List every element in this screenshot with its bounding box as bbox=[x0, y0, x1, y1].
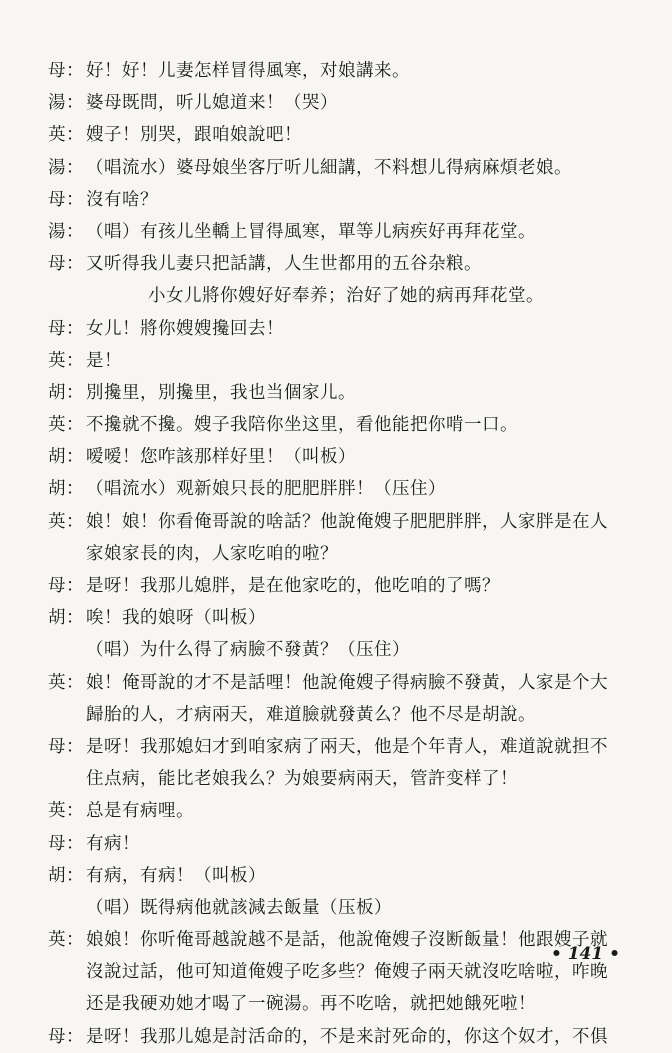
script-line bbox=[0, 377, 672, 409]
script-line bbox=[0, 667, 672, 699]
speaker-label: 湯： bbox=[48, 221, 84, 242]
script-line bbox=[0, 152, 672, 184]
line-text: 沒有啥？ bbox=[86, 189, 158, 210]
speaker-label: 胡： bbox=[48, 447, 84, 468]
line-text: 唉！我的娘呀（叫板） bbox=[86, 608, 266, 629]
line-text: 是！ bbox=[86, 350, 122, 371]
speaker-label: 母： bbox=[48, 254, 84, 275]
line-text: （唱）既得病他就該減去飯量（压板） bbox=[86, 897, 392, 918]
speaker-label: 胡： bbox=[48, 865, 84, 886]
speaker-label: 母： bbox=[48, 736, 84, 757]
line-text: 好！好！儿妻怎样冒得風寒，对娘講来。 bbox=[86, 61, 410, 81]
line-text: 婆母既問，听儿媳道来！（哭） bbox=[86, 93, 338, 114]
speaker-label: 母： bbox=[48, 576, 84, 596]
script-line bbox=[0, 216, 672, 248]
speaker-label: 英： bbox=[48, 415, 84, 436]
speaker-label: 母： bbox=[48, 189, 84, 210]
script-line bbox=[0, 1021, 672, 1053]
line-text: （唱）为什么得了病臉不發黃？（压住） bbox=[86, 640, 410, 661]
page-number: • 141 • bbox=[550, 944, 620, 964]
script-line bbox=[0, 795, 672, 827]
line-text: 是呀！我那儿媳胖，是在他家吃的，他吃咱的了嗎？ bbox=[86, 576, 500, 596]
script-line bbox=[0, 280, 672, 312]
line-text: 有病，有病！（叫板） bbox=[86, 865, 266, 886]
script-line bbox=[0, 184, 672, 216]
speaker-label: 湯： bbox=[48, 93, 84, 114]
speaker-label: 母： bbox=[48, 318, 84, 339]
script-line bbox=[0, 473, 672, 505]
speaker-label: 母： bbox=[48, 1026, 84, 1047]
line-text: 又听得我儿妻只把話講，人生世都用的五谷杂粮。 bbox=[86, 254, 482, 275]
script-line bbox=[0, 345, 672, 377]
line-text: 娘娘！你听俺哥越說越不是話，他說俺嫂子沒断飯量！他跟嫂子就 bbox=[86, 930, 608, 951]
script-line bbox=[0, 828, 672, 860]
line-text: 不攙就不攙。嫂子我陪你坐这里，看他能把你啃一口。 bbox=[86, 415, 518, 436]
speaker-label: 母： bbox=[48, 61, 84, 81]
script-line bbox=[0, 731, 672, 763]
speaker-label: 胡： bbox=[48, 479, 84, 500]
speaker-label: 英： bbox=[48, 672, 84, 693]
line-text: （唱流水）观新娘只長的肥肥胖胖！（压住） bbox=[86, 479, 446, 500]
line-text: （唱流水）婆母娘坐客厅听儿細講，不料想儿得病麻煩老娘。 bbox=[86, 157, 572, 178]
script-line bbox=[0, 892, 672, 924]
line-text: 別攙里，別攙里，我也当個家儿。 bbox=[86, 382, 356, 403]
speaker-label: 母： bbox=[48, 833, 84, 854]
script-line bbox=[0, 860, 672, 892]
script-line bbox=[0, 55, 672, 87]
line-text: 嫂子！別哭，跟咱娘說吧！ bbox=[86, 125, 302, 146]
script-line bbox=[0, 248, 672, 280]
script-text-body bbox=[0, 55, 672, 1053]
speaker-label: 胡： bbox=[48, 608, 84, 629]
speaker-label: 英： bbox=[48, 350, 84, 371]
script-line bbox=[0, 538, 672, 570]
script-line bbox=[0, 506, 672, 538]
script-line bbox=[0, 313, 672, 345]
script-line bbox=[0, 602, 672, 634]
speaker-label: 湯： bbox=[48, 157, 84, 178]
line-text: 还是我硬劝她才喝了一碗湯。再不吃啥，就把她餓死啦！ bbox=[86, 994, 536, 1015]
script-line bbox=[0, 988, 672, 1020]
script-line bbox=[0, 699, 672, 731]
line-text: 住点病，能比老娘我么？为娘要病兩天，管許变样了！ bbox=[86, 769, 518, 790]
line-text: 总是有病哩。 bbox=[86, 801, 194, 822]
line-text: 女儿！將你嫂嫂攙回去！ bbox=[86, 318, 284, 339]
line-text: 娘！娘！你看俺哥說的啥話？他說俺嫂子肥肥胖胖，人家胖是在人 bbox=[86, 511, 608, 532]
line-text: 是呀！我那儿媳是討活命的，不是来討死命的，你这个奴才，不俱 bbox=[86, 1026, 608, 1047]
speaker-label: 英： bbox=[48, 511, 84, 532]
script-line bbox=[0, 119, 672, 151]
speaker-label: 英： bbox=[48, 125, 84, 146]
line-text: 嗳嗳！您咋該那样好里！（叫板） bbox=[86, 447, 356, 468]
line-text: 娘！俺哥說的才不是話哩！他說俺嫂子得病臉不發黃，人家是个大 bbox=[86, 672, 608, 693]
line-text: 家娘家長的肉，人家吃咱的啦？ bbox=[86, 543, 338, 564]
script-line bbox=[0, 87, 672, 119]
script-line bbox=[0, 570, 672, 602]
script-line bbox=[0, 409, 672, 441]
line-text: （唱）有孩儿坐轎上冒得風寒，單等儿病疾好再拜花堂。 bbox=[86, 221, 536, 242]
line-text: 沒說过話，他可知道俺嫂子吃多些？俺嫂子兩天就沒吃啥啦，咋晚 bbox=[86, 962, 608, 983]
line-text: 是呀！我那媳妇才到咱家病了兩天，他是个年青人，难道說就担不 bbox=[86, 736, 608, 757]
script-line bbox=[0, 634, 672, 666]
speaker-label: 胡： bbox=[48, 382, 84, 403]
line-text: 小女儿將你嫂好好奉养；治好了她的病再拜花堂。 bbox=[148, 286, 544, 307]
line-text: 有病！ bbox=[86, 833, 140, 854]
speaker-label: 英： bbox=[48, 801, 84, 822]
script-line bbox=[0, 441, 672, 473]
speaker-label: 英： bbox=[48, 930, 84, 951]
line-text: 歸胎的人，才病兩天，难道臉就發黃么？他不尽是胡說。 bbox=[86, 704, 536, 725]
script-line bbox=[0, 763, 672, 795]
